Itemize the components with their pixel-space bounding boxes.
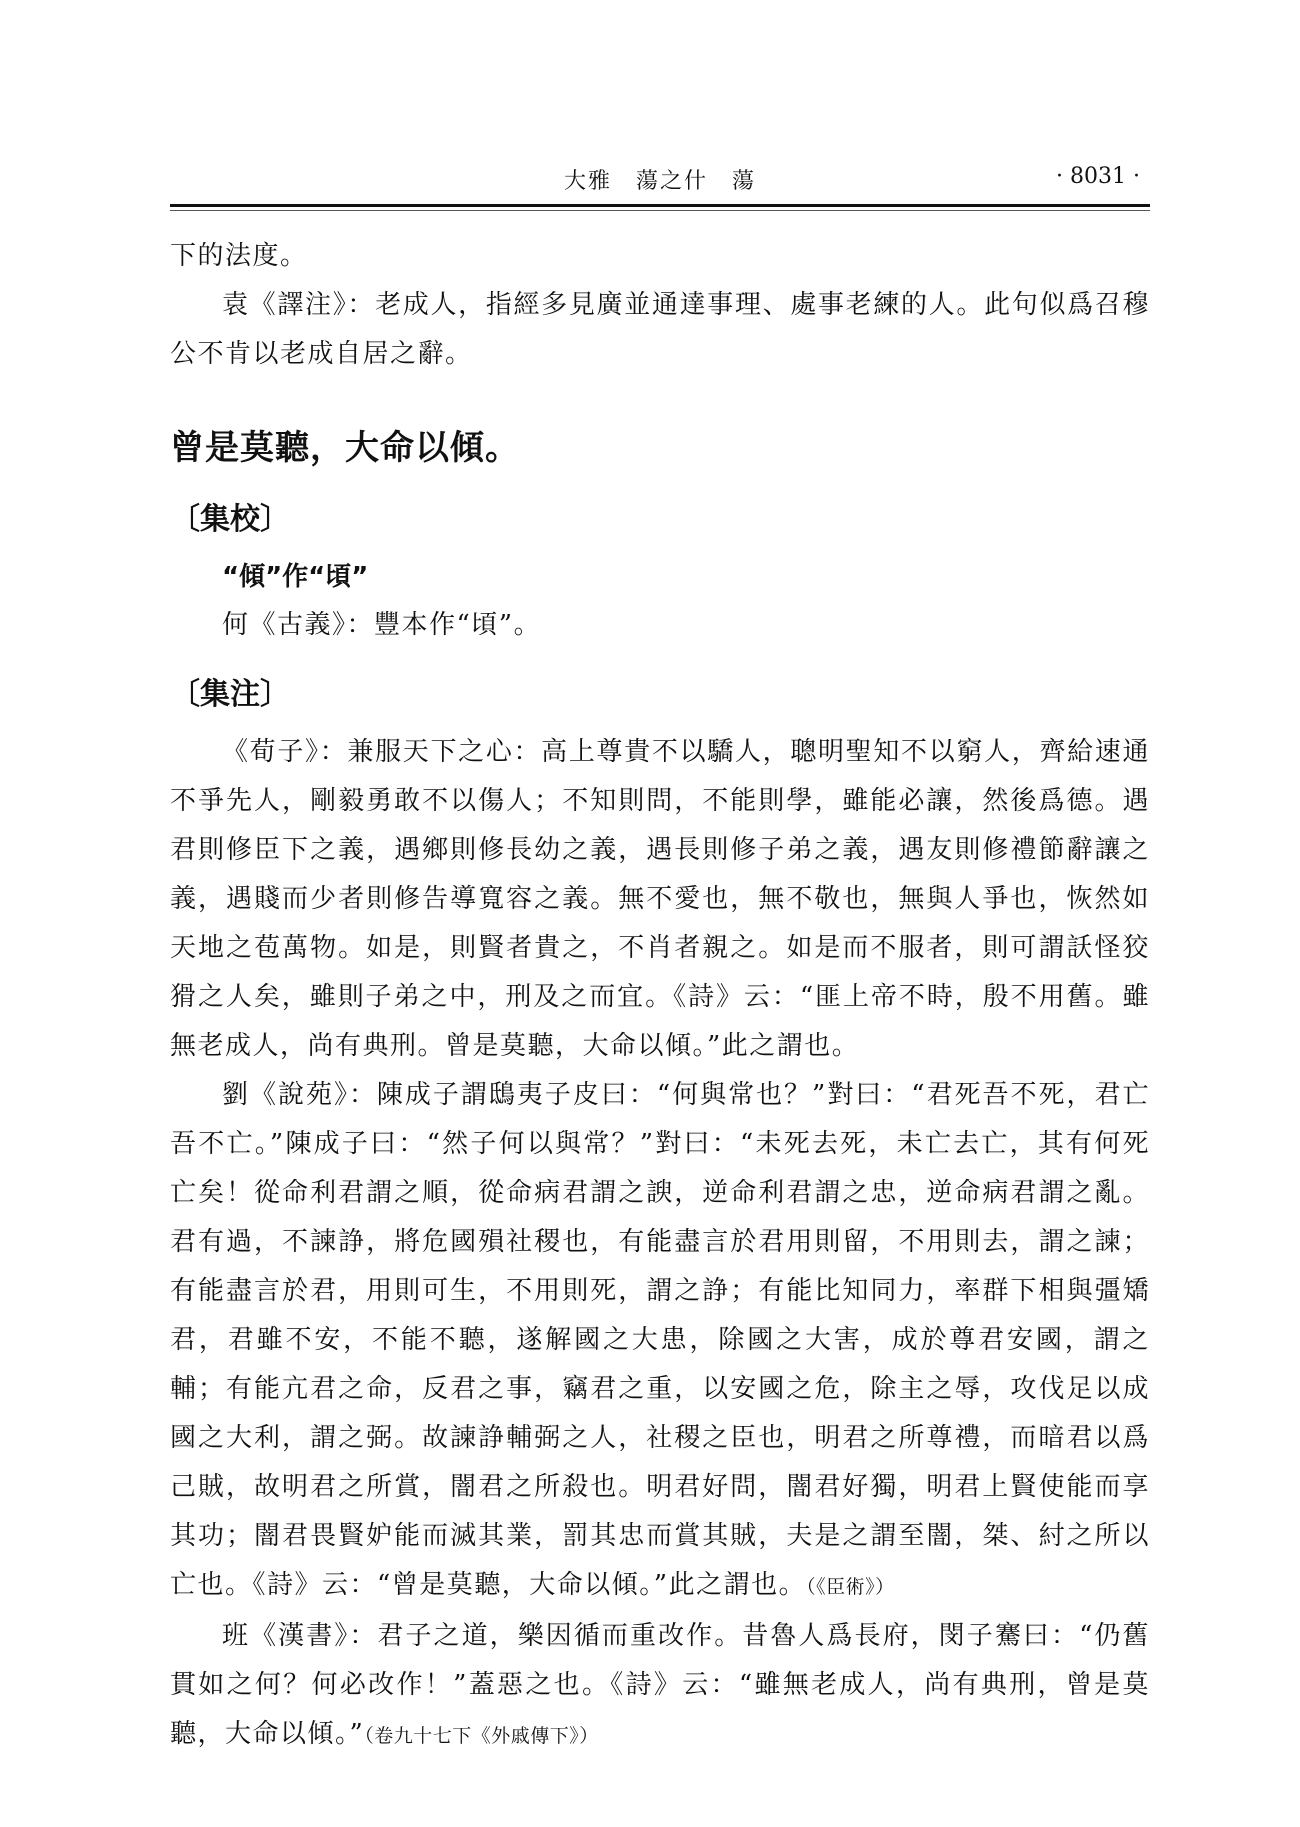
paragraph-hanshu (170, 1612, 1150, 1761)
shuoyuan-citation: （《臣術》） (806, 1576, 895, 1598)
header-rule (170, 204, 1150, 207)
hanshu-text: 班《漢書》：君子之道，樂因循而重改作。昔魯人爲長府，閔子騫曰：“仍舊貫如之何？何必改作！”蓋惡之也。《詩》云：“雖無老成人，尚有典刑，曾是莫聽，大命以傾。” (170, 1621, 1150, 1749)
hanshu-citation: （卷九十七下《外戚傳下》） (364, 1725, 599, 1747)
running-title: 大雅 蕩之什 蕩 (563, 169, 756, 194)
paragraph-yuan-yizhu: 袁《譯注》：老成人，指經多見廣並通達事理、處事老練的人。此句似爲召穆公不肯以老成自居之辭。 (170, 290, 1150, 369)
page-number: · 8031 · (1056, 164, 1140, 189)
paragraph-shuoyuan (170, 1071, 1150, 1612)
verse-heading: 曾是莫聽，大命以傾。 (170, 428, 520, 468)
section-heading-jijiao: 〔集校〕 (170, 502, 290, 537)
jijiao-subhead: “傾”作“頃” (222, 562, 369, 592)
paragraph-he-guyi: 何《古義》：豐本作“頃”。 (222, 610, 542, 640)
running-header (170, 160, 1150, 200)
main-text (170, 232, 1150, 1761)
section-heading-jizhu: 〔集注〕 (170, 677, 290, 712)
paragraph-continuation: 下的法度。 (170, 241, 308, 271)
shuoyuan-text: 劉《說苑》：陳成子謂鴟夷子皮曰：“何與常也？”對曰：“君死吾不死，君亡吾不亡。”陳成子曰：“然子何以與常？”對曰：“未死去死，未亡去亡，其有何死亡矣！從命利君謂之順，從命病君謂之諛，逆命利君謂之忠，逆命病君謂之亂。君有過，不諫諍，將危國殞社稷也，有能盡言於君用則留，不用則去，謂之諫；有能盡言於君，用則可生，不用則死，謂之諍；有能比知同力，率群下相與彊矯君，君雖不安，不能不聽，遂解國之大患，除國之大害，成於尊君安國，謂之輔；有能亢君之命，反君之事，竊君之重，以安國之危，除主之辱，攻伐足以成國之大利，謂之弼。故諫諍輔弼之人，社稷之臣也，明君之所尊禮，而暗君以爲己賊，故明君之所賞，闇君之所殺也。明君好問，闇君好獨，明君上賢使能而享其功；闇君畏賢妒能而滅其業，罰其忠而賞其賊，夫是之謂至闇，桀、紂之所以亡也。《詩》云：“曾是莫聽，大命以傾。”此之謂也。 (170, 1080, 1150, 1600)
paragraph-xunzi: 《荀子》：兼服天下之心：高上尊貴不以驕人，聰明聖知不以窮人，齊給速通不爭先人，剛毅勇敢不以傷人；不知則問，不能則學，雖能必讓，然後爲德。遇君則修臣下之義，遇鄉則修長幼之義，遇長則修子弟之義，遇友則修禮節辭讓之義，遇賤而少者則修告導寬容之義。無不愛也，無不敬也，無與人爭也，恢然如天地之苞萬物。如是，則賢者貴之，不肖者親之。如是而不服者，則可謂訞怪狡猾之人矣，雖則子弟之中，刑及之而宜。《詩》云：“匪上帝不時，殷不用舊。雖無老成人，尚有典刑。曾是莫聽，大命以傾。”此之謂也。 (170, 737, 1150, 1061)
header-rule-thin (170, 210, 1150, 211)
